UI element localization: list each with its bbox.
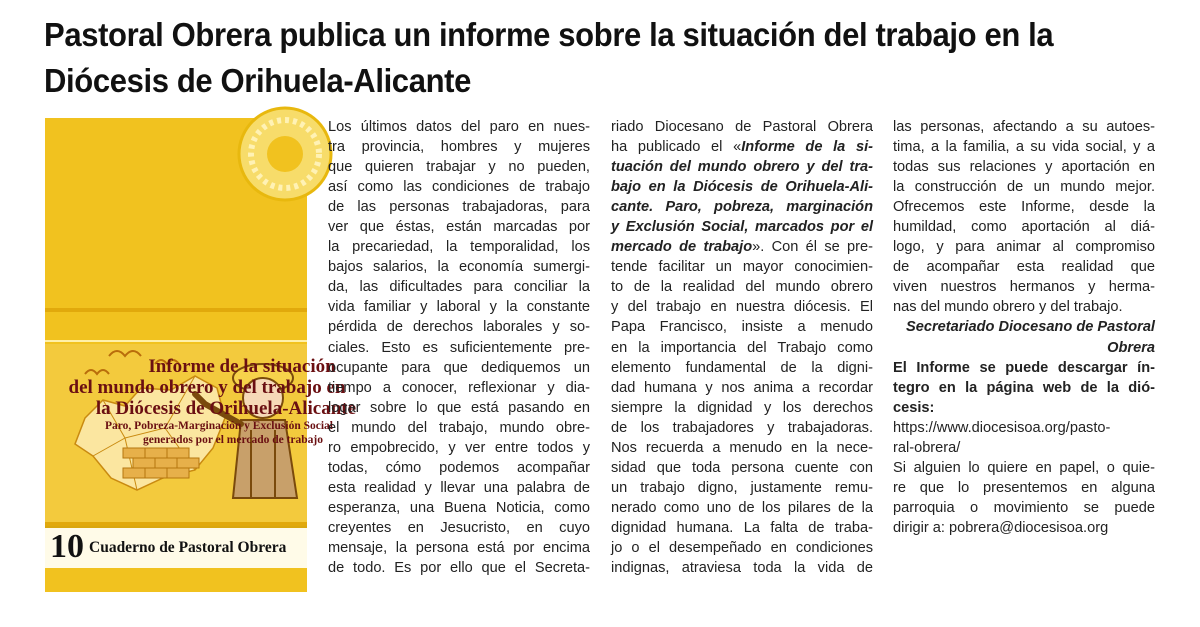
column-3-line: la construcción de un mundo mejor. <box>893 179 1155 196</box>
cover-title-line-1: Informe de la situación <box>148 356 336 377</box>
column-2-line: tende facilitar un mayor conocimien- <box>611 259 873 276</box>
column-2-line: indignas, atraviesa toda la vida de <box>611 560 873 577</box>
signature-line-2: Obrera <box>1107 339 1155 356</box>
contact-line: parroquia o movimiento se puede <box>893 499 1155 516</box>
contact-line: dirigir a: pobrera@diocesisoa.org <box>893 519 1109 536</box>
column-2-line: dignidad humana. La falta de traba- <box>611 519 873 536</box>
column-1-line: de las personas trabajadoras, para <box>328 199 590 216</box>
report-title-emphasis: Informe de la si- <box>741 139 873 156</box>
column-1-line: logar sobre lo que está pasando en <box>328 399 590 416</box>
column-2-line: un trabajo digno, justamente remu- <box>611 479 873 496</box>
column-2-line: Papa Francisco, insiste a menudo <box>611 319 873 336</box>
column-2-line: y del trabajo en nuestra diócesis. El <box>611 299 873 316</box>
column-1-line: ciales. Esto es suficientemente pre- <box>328 339 590 356</box>
column-3-line: nas del mundo obrero y del trabajo. <box>893 299 1123 316</box>
column-3-line: tima, a la familia, a su vida social, y a <box>893 139 1155 156</box>
column-3-line: de acompañar esta realidad que <box>893 259 1155 276</box>
download-link[interactable] <box>893 418 1155 458</box>
column-1-line: ver que éstas, están marcadas por <box>328 219 590 236</box>
article-column-2 <box>611 117 873 578</box>
column-1-line: bajos salarios, la economía sumergi- <box>328 259 590 276</box>
column-3-line: viven nuestros hermanos y herma- <box>893 279 1155 296</box>
column-2-line <box>611 237 873 257</box>
cover-subtitle-line-1: Paro, Pobreza-Marginación y Exclusión Social <box>105 420 333 432</box>
column-1-line: Los últimos datos del paro en nues- <box>328 119 590 135</box>
column-3-paragraph <box>893 117 1155 317</box>
article-column-3 <box>893 117 1155 538</box>
column-1-line: la precariedad, la temporalidad, los <box>328 239 590 256</box>
cover-series-bar <box>45 526 307 568</box>
report-cover-image <box>45 118 357 592</box>
column-1-line: de todo. Es por ello que el Secreta- <box>328 560 590 577</box>
column-1-line: todas, cómo podemos acompañar <box>328 459 590 476</box>
column-3-line: logo, y para animar al compromiso <box>893 239 1155 256</box>
column-1-line: ocupante para que dediquemos un <box>328 359 590 376</box>
cover-subtitle-line-2: generados por el mercado de trabajo <box>142 434 324 446</box>
column-1-line: creyentes en Jesucristo, en cuyo <box>328 519 590 536</box>
download-url-line[interactable]: ral-obrera/ <box>893 439 961 456</box>
column-1-line: tiempo a conocer, reflexionar y dia- <box>328 379 590 396</box>
column-2-line: siempre la dignidad y los derechos <box>611 399 873 416</box>
contact-paragraph <box>893 458 1155 538</box>
column-2-line: sidad que toda persona cuente con <box>611 459 873 476</box>
download-note <box>893 358 1155 418</box>
column-3-line: Ofrecemos este Informe, desde la <box>893 199 1155 216</box>
column-2-line: jo o el desempeñado en condiciones <box>611 539 873 556</box>
contact-line: re que lo presentemos en alguna <box>893 479 1155 496</box>
column-2-line: riado Diocesano de Pastoral Obrera <box>611 119 873 135</box>
report-title-emphasis: bajo en la Diócesis de Orihuela-Ali- <box>611 179 873 196</box>
column-1-line: ro empobrecido, y ver entre todos y <box>328 439 590 456</box>
article-headline <box>44 12 1097 104</box>
column-3-line: todas sus relaciones y aportación en <box>893 159 1155 176</box>
column-1-line: esta realidad y llevar una palabra de <box>328 479 590 496</box>
report-title-emphasis: cante. Paro, pobreza, marginación <box>611 199 873 216</box>
column-3-line: humildad, como aportación al diá- <box>893 219 1155 236</box>
download-note-line: El Informe se puede descargar ín- <box>893 359 1155 376</box>
article-column-1 <box>328 117 590 578</box>
report-title-emphasis: mercado de trabajo <box>611 239 753 256</box>
column-2-line: Nos recuerda a menudo en la nece- <box>611 439 873 456</box>
cover-illustration <box>45 118 307 592</box>
column-2-line <box>611 137 873 157</box>
column-2-line: to de la realidad del mundo obrero <box>611 279 873 296</box>
report-title-emphasis: y Exclusión Social, marcados por el <box>611 219 873 236</box>
column-1-line: tra provincia, hombres y mujeres <box>328 139 590 156</box>
cover-title-line-3: la Diócesis de Orihuela-Alicante <box>95 398 357 419</box>
download-note-line: tegro en la página web de la dió- <box>893 379 1155 396</box>
contact-line: Si alguien lo quiere en papel, o quie- <box>893 459 1155 476</box>
column-2-line: nerado como uno de los pilares de la <box>611 499 873 516</box>
report-title-emphasis: tuación del mundo obrero y del tra- <box>611 159 873 176</box>
column-1-line: vida familiar y laboral y la constante <box>328 299 590 316</box>
column-1-line: da, las dificultades para conciliar la <box>328 279 590 296</box>
download-url-line[interactable]: https://www.diocesisoa.org/pasto- <box>893 419 1111 436</box>
cover-title-line-2: del mundo obrero y del trabajo en <box>68 377 346 398</box>
cover-series-name: Cuaderno de Pastoral Obrera <box>89 539 287 556</box>
headline-line-1: Pastoral Obrera publica un informe sobre la situación del trabajo en la <box>44 16 1054 53</box>
signature-line-1: Secretariado Diocesano de Pastoral <box>905 319 1155 336</box>
column-1-line: el mundo del trabajo, mundo obre- <box>328 419 590 436</box>
column-1-line: mensaje, la persona está por encima <box>328 539 590 556</box>
column-2-line: dad humana y nos anima a recordar <box>611 379 873 396</box>
article-signature <box>893 317 1155 357</box>
column-1-line: pérdida de derechos laborales y so- <box>328 319 590 336</box>
column-2-line: en la importancia del Trabajo como <box>611 339 873 356</box>
headline-line-2: Diócesis de Orihuela-Alicante <box>44 62 471 99</box>
text-run: ha publicado el « <box>611 139 742 156</box>
download-note-line: cesis: <box>893 399 935 416</box>
column-2-paragraph <box>611 117 873 578</box>
column-1-paragraph <box>328 117 590 578</box>
column-2-line: elemento fundamental de la digni- <box>611 359 873 376</box>
text-run: ». Con él se pre- <box>752 239 873 256</box>
column-1-line: así como las condiciones de trabajo <box>328 179 590 196</box>
column-3-line: las personas, afectando a su autoes- <box>893 119 1155 135</box>
column-2-line: de los trabajadores y trabajadoras. <box>611 419 873 436</box>
cover-issue-number: 10 <box>50 528 84 565</box>
column-1-line: esperanza, una Buena Noticia, como <box>328 499 590 516</box>
column-1-line: que quieren trabajar y no pueden, <box>328 159 590 176</box>
